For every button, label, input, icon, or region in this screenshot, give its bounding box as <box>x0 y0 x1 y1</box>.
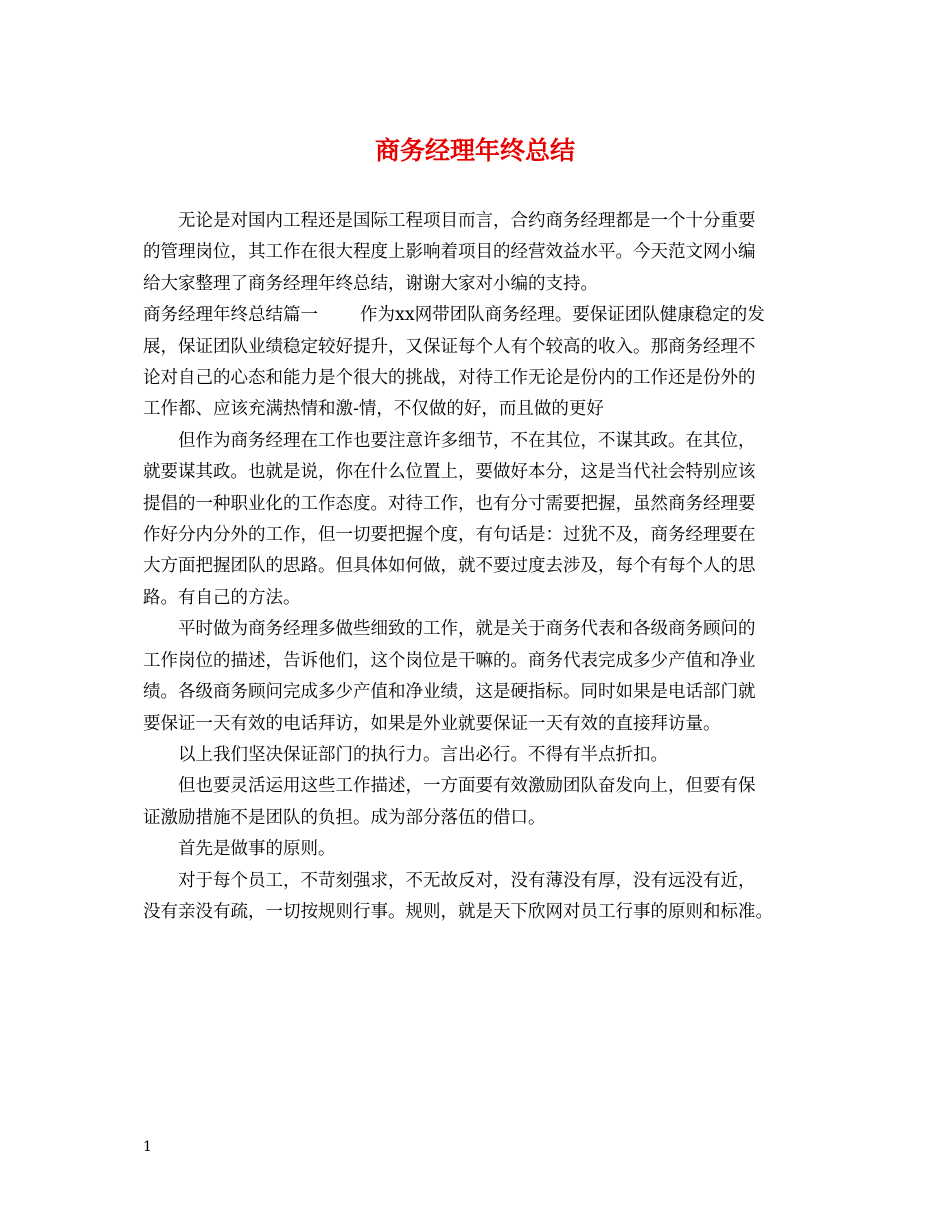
paragraph-line: 给大家整理了商务经理年终总结，谢谢大家对小编的支持。 <box>143 273 598 294</box>
paragraph-line: 论对自己的心态和能力是个很大的挑战，对待工作无论是份内的工作还是份外的 <box>143 368 756 389</box>
document-body <box>143 206 808 928</box>
paragraph-line: 路。有自己的方法。 <box>143 587 301 608</box>
paragraph-line: 绩。各级商务顾问完成多少产值和净业绩，这是硬指标。同时如果是电话部门就 <box>143 682 756 703</box>
paragraph-line-rest: 作为xx网带团队商务经理。要保证团队健康稳定的发 <box>360 305 765 326</box>
paragraph-line: 没有亲没有疏，一切按规则行事。规则，就是天下欣网对员工行事的原则和标准。 <box>143 901 773 922</box>
paragraph-line: 无论是对国内工程还是国际工程项目而言，合约商务经理都是一个十分重要 <box>178 211 756 231</box>
paragraph-line: 工作都、应该充满热情和激-情，不仅做的好，而且做的更好 <box>143 399 604 420</box>
paragraph-line: 作好分内分外的工作，但一切要把握个度，有句话是：过犹不及，商务经理要在 <box>143 525 756 546</box>
paragraph-line: 平时做为商务经理多做些细致的工作，就是关于商务代表和各级商务顾问的 <box>178 619 756 640</box>
document-title: 商务经理年终总结 <box>374 136 575 165</box>
paragraph-line: 但作为商务经理在工作也要注意许多细节，不在其位，不谋其政。在其位， <box>178 430 756 451</box>
section-heading: 商务经理年终总结篇一 <box>143 305 318 326</box>
page-number: 1 <box>143 1139 152 1155</box>
paragraph-line: 大方面把握团队的思路。但具体如何做，就不要过度去涉及，每个有每个人的思 <box>143 556 756 577</box>
paragraph-line: 提倡的一种职业化的工作态度。对待工作，也有分寸需要把握，虽然商务经理要 <box>143 493 756 514</box>
paragraph-line: 就要谋其政。也就是说，你在什么位置上，要做好本分，这是当代社会特别应该 <box>143 462 756 483</box>
paragraph-line: 要保证一天有效的电话拜访，如果是外业就要保证一天有效的直接拜访量。 <box>143 713 721 734</box>
section-heading-line <box>143 300 808 331</box>
paragraph-line: 展，保证团队业绩稳定较好提升，又保证每个人有个较高的收入。那商务经理不 <box>143 336 756 357</box>
paragraph-line: 但也要灵活运用这些工作描述，一方面要有效激励团队奋发向上，但要有保 <box>178 776 756 797</box>
paragraph-line: 首先是做事的原则。 <box>178 839 336 860</box>
paragraph-line: 工作岗位的描述，告诉他们，这个岗位是干嘛的。商务代表完成多少产值和净业 <box>143 650 756 671</box>
paragraph-line: 以上我们坚决保证部门的执行力。言出必行。不得有半点折扣。 <box>178 744 668 765</box>
paragraph-line: 证激励措施不是团队的负担。成为部分落伍的借口。 <box>143 807 546 828</box>
paragraph-line: 的管理岗位，其工作在很大程度上影响着项目的经营效益水平。今天范文网小编 <box>143 242 756 263</box>
paragraph-line: 对于每个员工，不苛刻强求，不无故反对，没有薄没有厚，没有远没有近， <box>178 870 756 891</box>
